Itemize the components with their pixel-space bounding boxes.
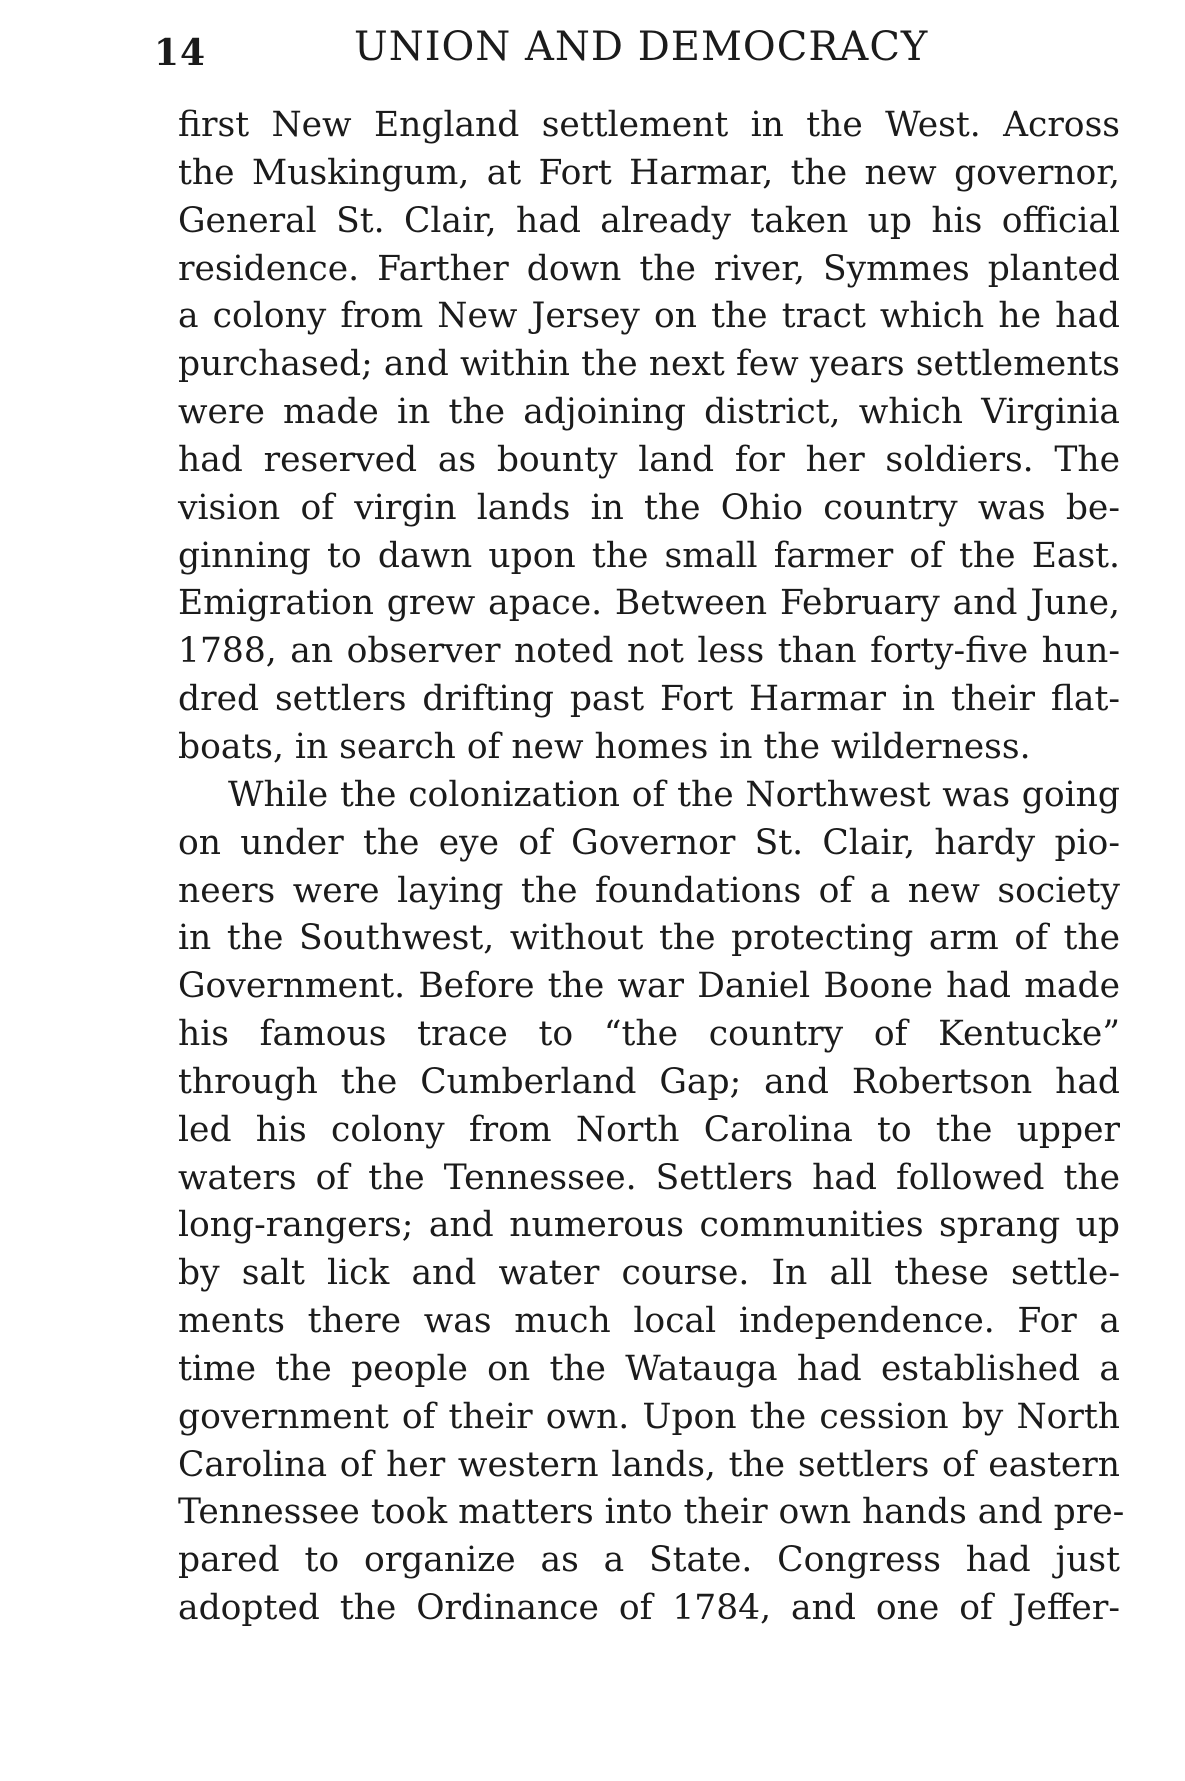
page-number: 14 [154,32,207,74]
text-line: by salt lick and water course. In all these settle- [178,1253,1120,1294]
text-line: Emigration grew apace. Between February and June, [178,583,1120,624]
text-line: pared to organize as a State. Congress had just [178,1540,1120,1581]
text-line: led his colony from North Carolina to the upper [178,1109,1120,1150]
text-line: a colony from New Jersey on the tract which he had [178,296,1120,337]
text-line: boats, in search of new homes in the wilderness. [178,726,1031,767]
text-line: government of their own. Upon the cession by North [178,1396,1120,1437]
text-line: vision of virgin lands in the Ohio country was be- [178,487,1120,528]
text-line: While the colonization of the Northwest was going [228,774,1120,815]
text-line: first New England settlement in the West. Across [178,105,1120,145]
text-line: purchased; and within the next few years settlements [178,344,1120,385]
body-text [178,102,1125,1633]
text-line: on under the eye of Governor St. Clair, hardy pio- [178,822,1120,863]
text-line: were made in the adjoining district, which Virginia [178,392,1120,433]
text-line: adopted the Ordinance of 1784, and one of Jeffer- [178,1588,1120,1629]
running-title: UNION AND DEMOCRACY [354,24,929,70]
text-line: long-rangers; and numerous communities sprang up [178,1205,1120,1246]
text-line: General St. Clair, had already taken up his official [178,200,1120,241]
paragraph-1 [178,102,1120,772]
running-head [154,24,978,94]
text-line: dred settlers drifting past Fort Harmar in their flat- [178,679,1120,720]
text-line: his famous trace to “the country of Kentucke” [178,1014,1120,1055]
text-line: ginning to dawn upon the small farmer of the East. [178,535,1120,576]
text-line: the Muskingum, at Fort Harmar, the new governor, [178,152,1120,193]
text-line: Tennessee took matters into their own hands and pre- [178,1492,1125,1533]
text-line: in the Southwest, without the protecting arm of the [178,918,1120,959]
text-line: time the people on the Watauga had established a [178,1348,1120,1389]
text-line: Government. Before the war Daniel Boone had made [178,966,1120,1007]
text-line: neers were laying the foundations of a new society [178,870,1120,911]
text-line: ments there was much local independence. For a [178,1301,1120,1342]
text-line: had reserved as bounty land for her soldiers. The [178,439,1120,480]
text-line: Carolina of her western lands, the settlers of eastern [178,1444,1120,1485]
paragraph-2 [178,772,1125,1633]
text-line: waters of the Tennessee. Settlers had followed the [178,1157,1120,1198]
text-line: residence. Farther down the river, Symmes planted [178,248,1120,289]
text-line: 1788, an observer noted not less than forty-five hun- [178,631,1120,672]
text-line: through the Cumberland Gap; and Robertson had [178,1061,1120,1102]
